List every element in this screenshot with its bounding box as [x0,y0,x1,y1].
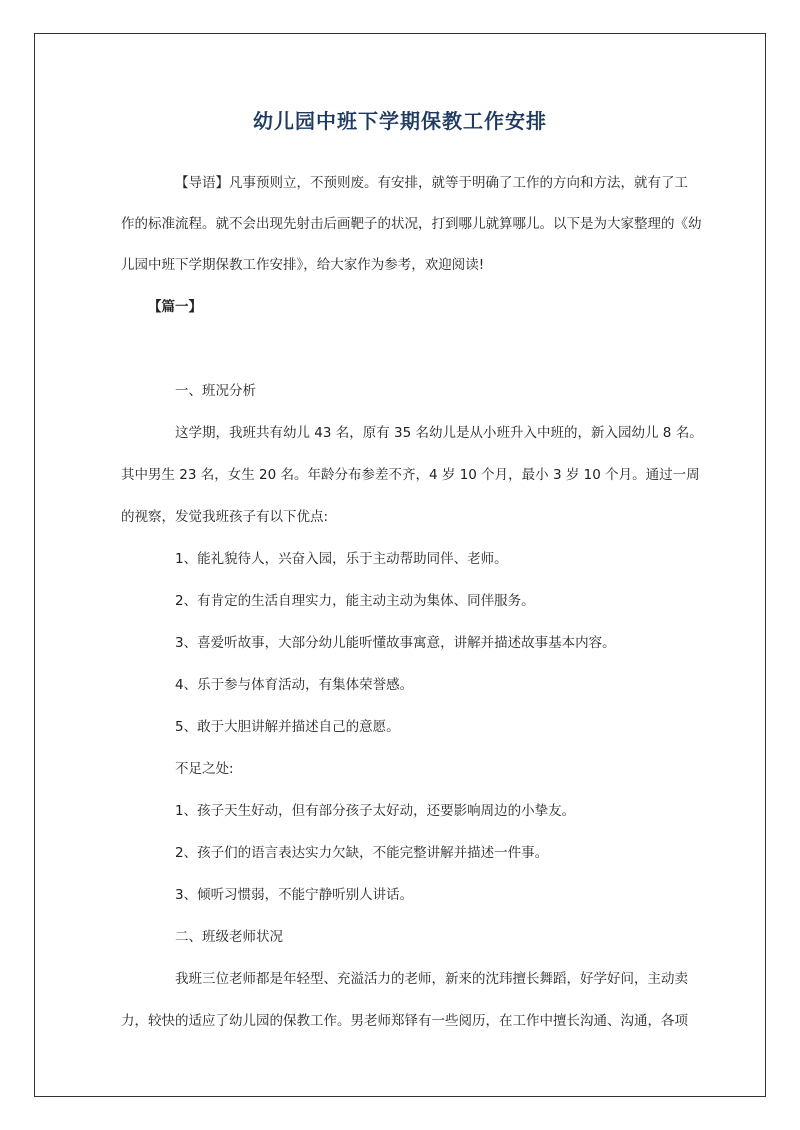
section2-heading: 二、班级老师状况 [175,929,283,945]
strength-item-4: 4、乐于参与体育活动，有集体荣誉感。 [175,677,414,693]
intro-line-2: 作的标准流程。就不会出现先射击后画靶子的状况，打到哪儿就算哪儿。以下是为大家整理的《幼 [121,216,702,232]
document-title: 幼儿园中班下学期保教工作安排 [253,109,547,133]
strength-item-5: 5、敢于大胆讲解并描述自己的意愿。 [175,719,400,735]
section1-para-line-3: 的视察，发觉我班孩子有以下优点: [121,509,329,525]
intro-line-3: 儿园中班下学期保教工作安排》，给大家作为参考，欢迎阅读! [121,257,485,273]
weakness-item-1: 1、孩子天生好动，但有部分孩子太好动，还要影响周边的小挚友。 [175,803,576,819]
strength-item-2: 2、有肯定的生活自理实力，能主动主动为集体、同伴服务。 [175,593,535,609]
strength-item-3: 3、喜爱听故事，大部分幼儿能听懂故事寓意，讲解并描述故事基本内容。 [175,635,616,651]
intro-line-1: 【导语】凡事预则立，不预则废。有安排，就等于明确了工作的方向和方法，就有了工 [175,175,688,191]
weakness-item-2: 2、孩子们的语言表达实力欠缺，不能完整讲解并描述一件事。 [175,845,549,861]
weakness-label: 不足之处: [175,761,234,777]
strength-item-1: 1、能礼貌待人，兴奋入园，乐于主动帮助同伴、老师。 [175,551,508,567]
weakness-item-3: 3、倾听习惯弱，不能宁静听别人讲话。 [175,887,414,903]
section2-para-line-2: 力，较快的适应了幼儿园的保教工作。男老师郑铎有一些阅历，在工作中擅长沟通、沟通，各项 [121,1013,688,1029]
part-label: 【篇一】 [148,299,202,315]
section1-para-line-1: 这学期，我班共有幼儿 43 名，原有 35 名幼儿是从小班升入中班的，新入园幼儿 8 名。 [175,425,703,441]
section1-heading: 一、班况分析 [175,383,256,399]
section2-para-line-1: 我班三位老师都是年轻型、充溢活力的老师，新来的沈玮擅长舞蹈，好学好问，主动卖 [175,971,688,987]
section1-para-line-2: 其中男生 23 名，女生 20 名。年龄分布参差不齐，4 岁 10 个月，最小 3 岁 10 个月。通过一周 [121,467,700,483]
